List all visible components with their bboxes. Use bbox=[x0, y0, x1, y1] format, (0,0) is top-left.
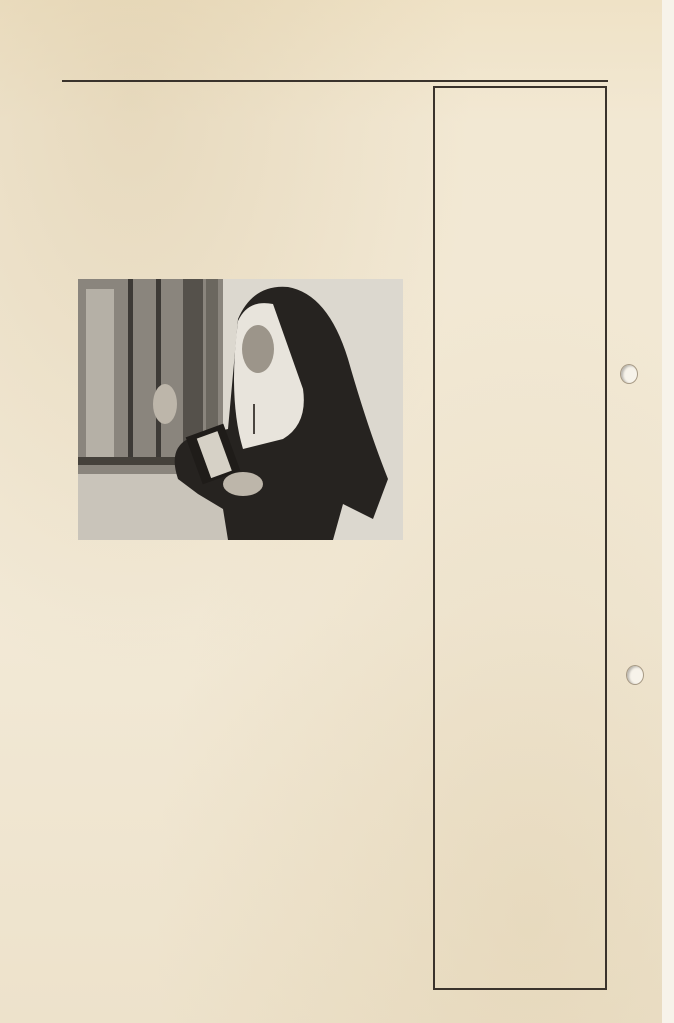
nun-photo-illustration bbox=[78, 279, 403, 540]
binder-hole bbox=[626, 665, 644, 685]
binder-hole bbox=[620, 364, 638, 384]
article-photo bbox=[78, 279, 403, 540]
medical-directory bbox=[433, 86, 607, 990]
header-rule bbox=[62, 80, 608, 82]
page-edge bbox=[662, 0, 674, 1023]
